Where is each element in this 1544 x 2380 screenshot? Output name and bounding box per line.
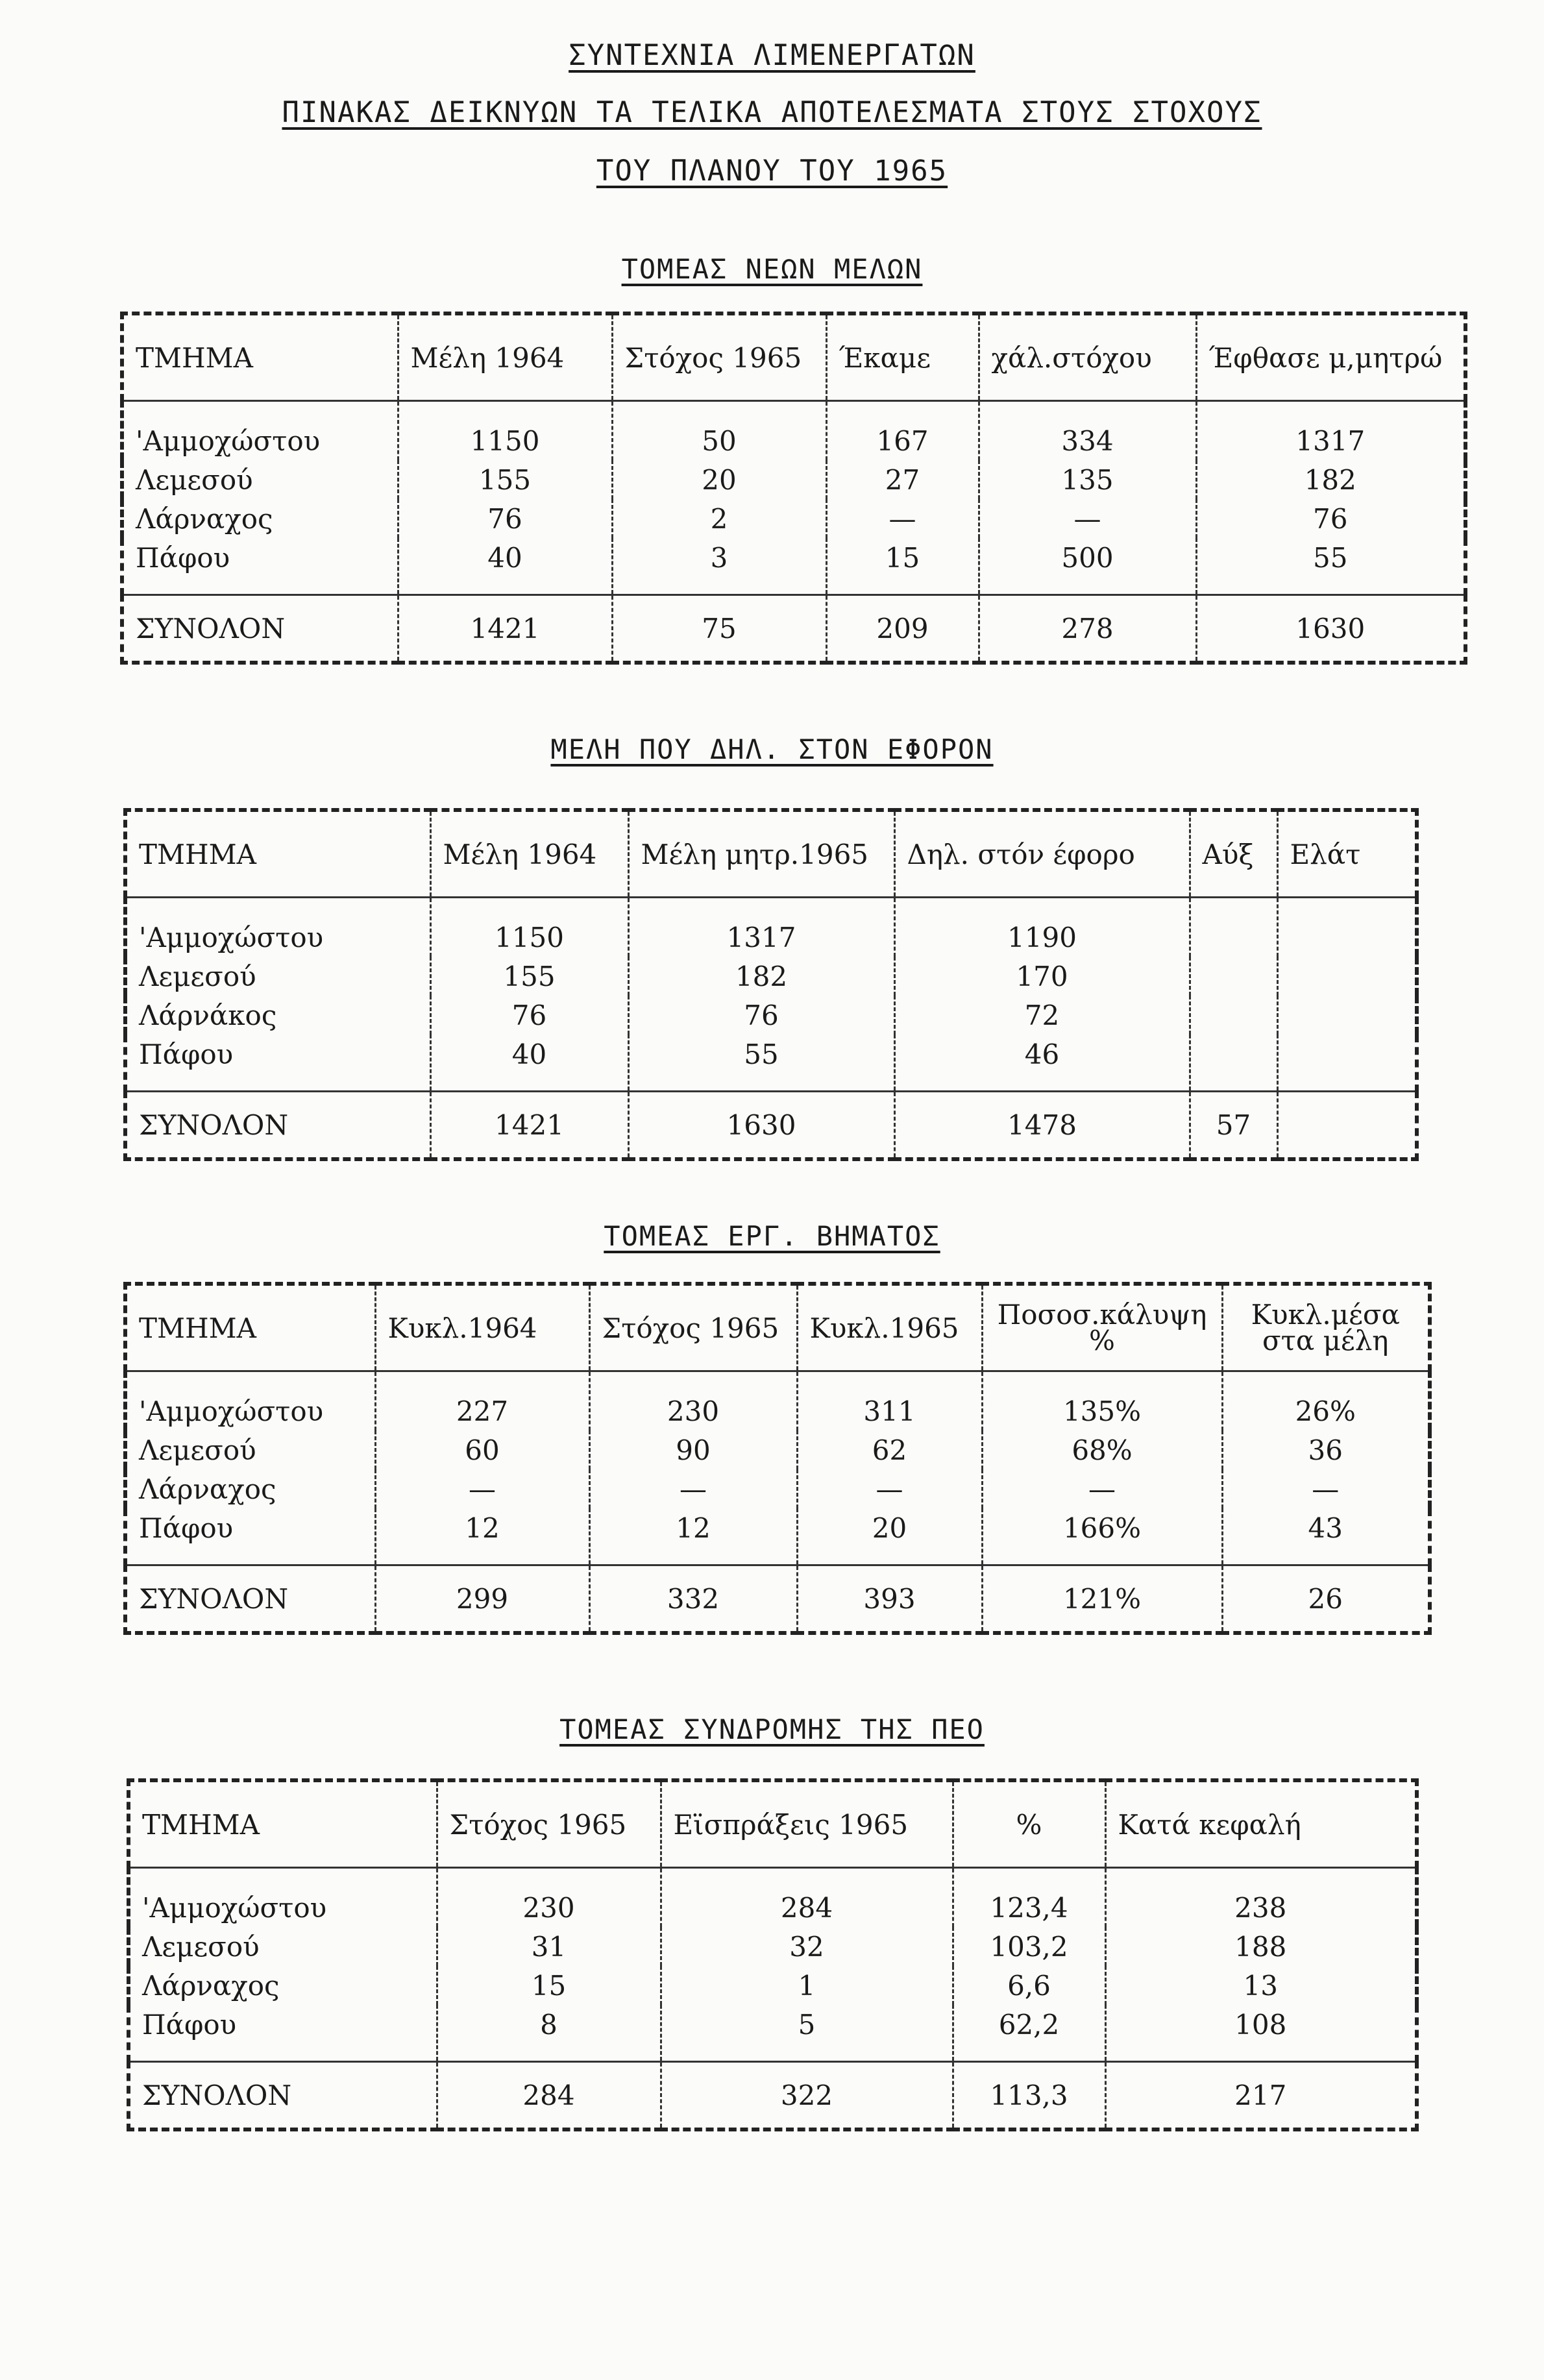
value-cell: 1150 bbox=[430, 898, 628, 957]
total-label: ΣΥΝΟΛΟΝ bbox=[129, 2062, 437, 2130]
col-header: Στόχος 1965 bbox=[612, 313, 826, 401]
dept-cell: 'Αμμοχώστου bbox=[136, 424, 321, 457]
value-cell: 1317 bbox=[628, 898, 894, 957]
value-cell: 6,6 bbox=[953, 1966, 1105, 2005]
value-cell: 15 bbox=[826, 538, 979, 595]
table-row bbox=[129, 1966, 1417, 2005]
value-cell: — bbox=[797, 1469, 982, 1508]
value-cell: 72 bbox=[894, 996, 1190, 1035]
table-row bbox=[122, 401, 1465, 461]
total-cell: 1421 bbox=[398, 595, 612, 663]
total-cell: 299 bbox=[375, 1565, 589, 1634]
col-header: Στόχος 1965 bbox=[437, 1780, 661, 1868]
value-cell: — bbox=[375, 1469, 589, 1508]
value-cell bbox=[1190, 898, 1277, 957]
total-cell: 209 bbox=[826, 595, 979, 663]
value-cell: 3 bbox=[612, 538, 826, 595]
table-members-declared bbox=[123, 808, 1419, 1161]
dept-cell: Λάρνάκος bbox=[139, 999, 277, 1031]
dept-cell: 'Αμμοχώστου bbox=[139, 921, 324, 953]
value-cell: 182 bbox=[628, 957, 894, 996]
value-cell: 284 bbox=[661, 1868, 953, 1928]
dept-cell: Λεμεσού bbox=[139, 1434, 256, 1466]
col-header: Ποσοσ.κάλυψη % bbox=[982, 1284, 1222, 1371]
value-cell: 55 bbox=[1196, 538, 1465, 595]
value-cell: 166% bbox=[982, 1508, 1222, 1565]
table-header-row bbox=[129, 1780, 1417, 1868]
value-cell: 46 bbox=[894, 1035, 1190, 1092]
value-cell: 76 bbox=[430, 996, 628, 1035]
table4-title: ΤΟΜΕΑΣ ΣΥΝΔΡΟΜΗΣ ΤΗΣ ΠΕΟ bbox=[559, 1713, 985, 1745]
value-cell: 20 bbox=[797, 1508, 982, 1565]
col-header: Ελάτ bbox=[1277, 810, 1417, 898]
col-header: ΤΜΗΜΑ bbox=[122, 313, 398, 401]
value-cell: — bbox=[589, 1469, 797, 1508]
value-cell: 32 bbox=[661, 1927, 953, 1966]
total-row bbox=[125, 1565, 1430, 1634]
value-cell: 26% bbox=[1222, 1371, 1430, 1431]
table-row bbox=[129, 1868, 1417, 1928]
table-row bbox=[122, 460, 1465, 499]
table-row bbox=[122, 499, 1465, 538]
col-header: Έκαμε bbox=[826, 313, 979, 401]
table-row bbox=[125, 898, 1417, 957]
table-header-row bbox=[125, 1284, 1430, 1371]
value-cell: 36 bbox=[1222, 1430, 1430, 1469]
total-cell: 1421 bbox=[430, 1092, 628, 1160]
total-cell: 393 bbox=[797, 1565, 982, 1634]
col-header: Μέλη μητρ.1965 bbox=[628, 810, 894, 898]
value-cell: — bbox=[979, 499, 1196, 538]
value-cell: 500 bbox=[979, 538, 1196, 595]
col-header: Κατά κεφαλή bbox=[1105, 1780, 1417, 1868]
table-row bbox=[125, 1035, 1417, 1092]
value-cell bbox=[1190, 996, 1277, 1035]
value-cell: 40 bbox=[398, 538, 612, 595]
dept-cell: Πάφου bbox=[139, 1038, 234, 1070]
col-header: ΤΜΗΜΑ bbox=[129, 1780, 437, 1868]
total-label: ΣΥΝΟΛΟΝ bbox=[122, 595, 398, 663]
value-cell: 123,4 bbox=[953, 1868, 1105, 1928]
table-row bbox=[125, 1430, 1430, 1469]
table-row bbox=[125, 996, 1417, 1035]
total-row bbox=[122, 595, 1465, 663]
total-label: ΣΥΝΟΛΟΝ bbox=[125, 1092, 430, 1160]
col-header: Κυκλ.1965 bbox=[797, 1284, 982, 1371]
value-cell: 167 bbox=[826, 401, 979, 461]
total-cell: 278 bbox=[979, 595, 1196, 663]
table-row bbox=[125, 957, 1417, 996]
table1-title: ΤΟΜΕΑΣ ΝΕΩΝ ΜΕΛΩΝ bbox=[621, 253, 923, 285]
table-row bbox=[125, 1508, 1430, 1565]
col-header: Κυκλ.μέσα στα μέλη bbox=[1222, 1284, 1430, 1371]
value-cell: 170 bbox=[894, 957, 1190, 996]
value-cell: 76 bbox=[1196, 499, 1465, 538]
table-new-members bbox=[120, 312, 1467, 665]
value-cell: 40 bbox=[430, 1035, 628, 1092]
total-cell: 217 bbox=[1105, 2062, 1417, 2130]
table-workers-step bbox=[123, 1282, 1432, 1635]
col-header: Κυκλ.1964 bbox=[375, 1284, 589, 1371]
value-cell: 68% bbox=[982, 1430, 1222, 1469]
value-cell: — bbox=[982, 1469, 1222, 1508]
value-cell: 1317 bbox=[1196, 401, 1465, 461]
value-cell: 182 bbox=[1196, 460, 1465, 499]
value-cell: 1150 bbox=[398, 401, 612, 461]
dept-cell: 'Αμμοχώστου bbox=[139, 1395, 324, 1427]
col-header: Αύξ bbox=[1190, 810, 1277, 898]
total-cell: 322 bbox=[661, 2062, 953, 2130]
total-row bbox=[129, 2062, 1417, 2130]
total-cell: 284 bbox=[437, 2062, 661, 2130]
value-cell: 50 bbox=[612, 401, 826, 461]
value-cell: 62,2 bbox=[953, 2005, 1105, 2062]
value-cell: 334 bbox=[979, 401, 1196, 461]
total-cell: 1630 bbox=[1196, 595, 1465, 663]
value-cell: 15 bbox=[437, 1966, 661, 2005]
value-cell: 155 bbox=[398, 460, 612, 499]
value-cell: 12 bbox=[589, 1508, 797, 1565]
col-header: % bbox=[953, 1780, 1105, 1868]
table2-title: ΜΕΛΗ ΠΟΥ ΔΗΛ. ΣΤΟΝ ΕΦΟΡΟΝ bbox=[550, 733, 994, 765]
table-header-row bbox=[125, 810, 1417, 898]
value-cell: 31 bbox=[437, 1927, 661, 1966]
value-cell: 5 bbox=[661, 2005, 953, 2062]
value-cell bbox=[1277, 1035, 1417, 1092]
value-cell: 13 bbox=[1105, 1966, 1417, 2005]
doc-title: ΣΥΝΤΕΧΝΙΑ ΛΙΜΕΝΕΡΓΑΤΩΝ bbox=[569, 39, 975, 72]
total-cell: 121% bbox=[982, 1565, 1222, 1634]
value-cell: 8 bbox=[437, 2005, 661, 2062]
value-cell: — bbox=[826, 499, 979, 538]
value-cell: 108 bbox=[1105, 2005, 1417, 2062]
value-cell bbox=[1277, 957, 1417, 996]
dept-cell: Λάρναχος bbox=[142, 1969, 280, 2002]
value-cell: 188 bbox=[1105, 1927, 1417, 1966]
total-cell: 75 bbox=[612, 595, 826, 663]
total-cell: 113,3 bbox=[953, 2062, 1105, 2130]
col-header: ΤΜΗΜΑ bbox=[125, 1284, 375, 1371]
value-cell: 135 bbox=[979, 460, 1196, 499]
value-cell: 27 bbox=[826, 460, 979, 499]
value-cell bbox=[1277, 898, 1417, 957]
value-cell: 311 bbox=[797, 1371, 982, 1431]
col-header: χάλ.στόχου bbox=[979, 313, 1196, 401]
col-header: ΤΜΗΜΑ bbox=[125, 810, 430, 898]
col-header: Εϊσπράξεις 1965 bbox=[661, 1780, 953, 1868]
dept-cell: Πάφου bbox=[139, 1512, 234, 1544]
value-cell: 43 bbox=[1222, 1508, 1430, 1565]
doc-subtitle-year: ΤΟΥ ΠΛΑΝΟΥ ΤΟΥ 1965 bbox=[596, 154, 948, 188]
value-cell: 12 bbox=[375, 1508, 589, 1565]
table-header-row bbox=[122, 313, 1465, 401]
dept-cell: Λεμεσού bbox=[139, 960, 256, 992]
dept-cell: Πάφου bbox=[136, 541, 230, 574]
dept-cell: 'Αμμοχώστου bbox=[142, 1891, 327, 1924]
total-cell: 57 bbox=[1190, 1092, 1277, 1160]
value-cell: 62 bbox=[797, 1430, 982, 1469]
value-cell: 60 bbox=[375, 1430, 589, 1469]
total-cell bbox=[1277, 1092, 1417, 1160]
total-label: ΣΥΝΟΛΟΝ bbox=[125, 1565, 375, 1634]
col-header: Μέλη 1964 bbox=[398, 313, 612, 401]
dept-cell: Λάρναχος bbox=[136, 502, 273, 535]
col-header: Δηλ. στόν έφορο bbox=[894, 810, 1190, 898]
value-cell: 227 bbox=[375, 1371, 589, 1431]
table-row bbox=[125, 1371, 1430, 1431]
value-cell: 230 bbox=[589, 1371, 797, 1431]
value-cell: 90 bbox=[589, 1430, 797, 1469]
value-cell bbox=[1190, 957, 1277, 996]
value-cell: 1190 bbox=[894, 898, 1190, 957]
total-cell: 26 bbox=[1222, 1565, 1430, 1634]
table-subscriptions bbox=[127, 1778, 1419, 2131]
dept-cell: Λεμεσού bbox=[136, 463, 253, 496]
col-header: Μέλη 1964 bbox=[430, 810, 628, 898]
value-cell: 103,2 bbox=[953, 1927, 1105, 1966]
value-cell bbox=[1190, 1035, 1277, 1092]
value-cell: 76 bbox=[628, 996, 894, 1035]
value-cell: 2 bbox=[612, 499, 826, 538]
value-cell: 238 bbox=[1105, 1868, 1417, 1928]
dept-cell: Πάφου bbox=[142, 2008, 237, 2041]
col-header: Στόχος 1965 bbox=[589, 1284, 797, 1371]
doc-subtitle: ΠΙΝΑΚΑΣ ΔΕΙΚΝΥΩΝ ΤΑ ΤΕΛΙΚΑ ΑΠΟΤΕΛΕΣΜΑΤΑ ΣΤΟΥΣ ΣΤΟΧΟΥΣ bbox=[282, 96, 1262, 129]
value-cell: 20 bbox=[612, 460, 826, 499]
value-cell: 135% bbox=[982, 1371, 1222, 1431]
value-cell: 230 bbox=[437, 1868, 661, 1928]
dept-cell: Λάρναχος bbox=[139, 1473, 276, 1505]
total-cell: 1630 bbox=[628, 1092, 894, 1160]
table3-title: ΤΟΜΕΑΣ ΕΡΓ. ΒΗΜΑΤΟΣ bbox=[604, 1220, 940, 1252]
col-header: Έφθασε μ,μητρώ bbox=[1196, 313, 1465, 401]
total-row bbox=[125, 1092, 1417, 1160]
value-cell: — bbox=[1222, 1469, 1430, 1508]
table-row bbox=[122, 538, 1465, 595]
total-cell: 332 bbox=[589, 1565, 797, 1634]
table-row bbox=[129, 1927, 1417, 1966]
table-row bbox=[125, 1469, 1430, 1508]
value-cell: 155 bbox=[430, 957, 628, 996]
table-row bbox=[129, 2005, 1417, 2062]
total-cell: 1478 bbox=[894, 1092, 1190, 1160]
value-cell: 76 bbox=[398, 499, 612, 538]
dept-cell: Λεμεσού bbox=[142, 1930, 260, 1963]
value-cell: 1 bbox=[661, 1966, 953, 2005]
value-cell bbox=[1277, 996, 1417, 1035]
value-cell: 55 bbox=[628, 1035, 894, 1092]
